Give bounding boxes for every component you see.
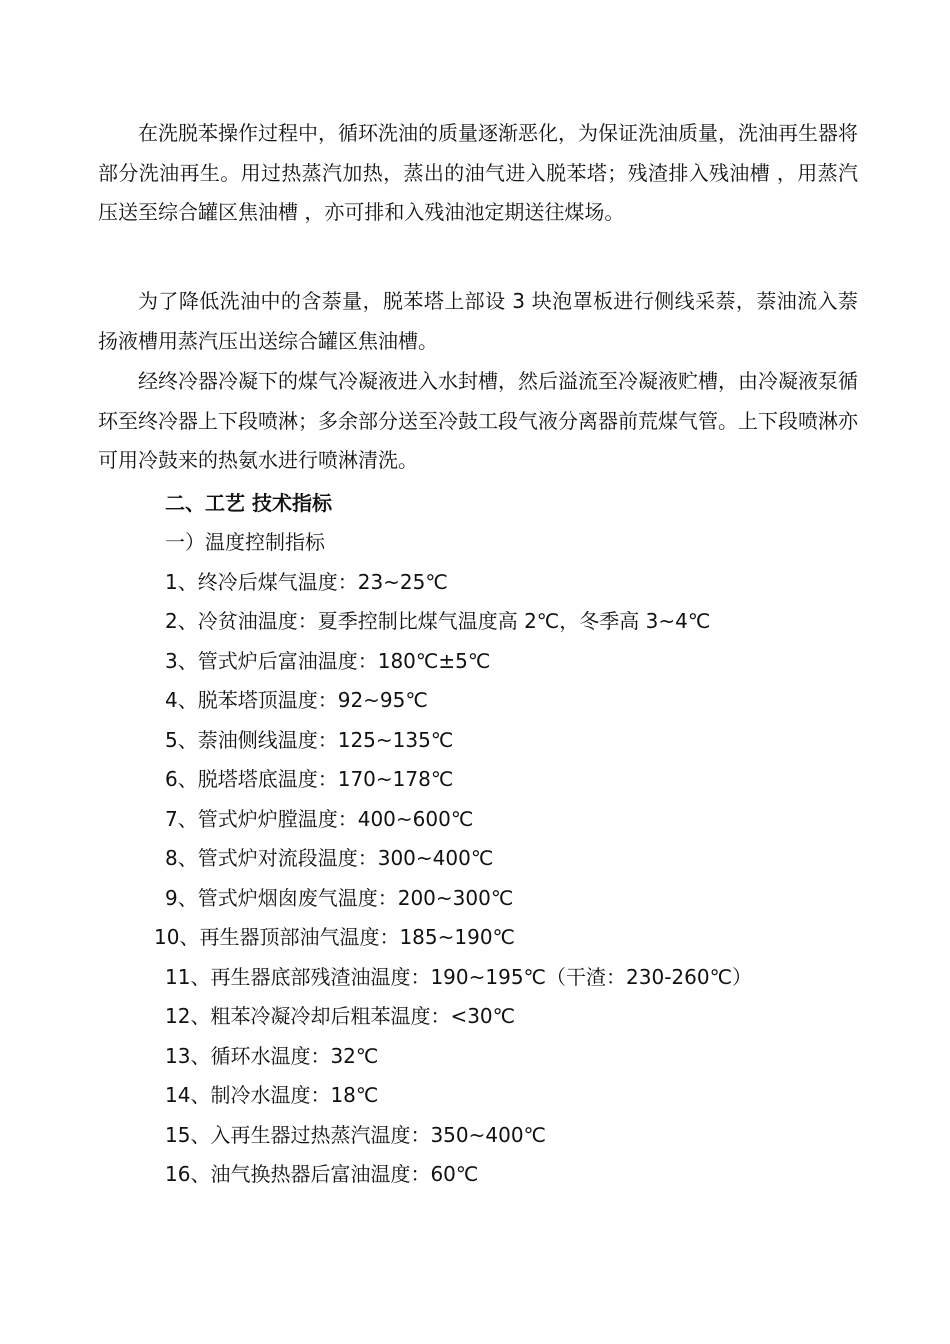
list-item: 1、终冷后煤气温度：23~25℃ [165,570,448,594]
paragraph-wash-oil-regeneration: 在洗脱苯操作过程中，循环洗油的质量逐渐恶化，为保证洗油质量，洗油再生器将部分洗油再生。用过热蒸汽加热，蒸出的油气进入脱苯塔；残渣排入残油槽 ，用蒸汽压送至综合罐区焦油槽 ，亦可排和入残油池定期送往煤场。 [98,121,858,224]
paragraph-condensate-circulation: 经终冷器冷凝下的煤气冷凝液进入水封槽，然后溢流至冷凝液贮槽，由冷凝液泵循环至终冷器上下段喷淋；多余部分送至冷鼓工段气液分离器前荒煤气管。上下段喷淋亦可用冷鼓来的热氨水进行喷淋清洗。 [98,369,858,472]
list-item: 4、脱苯塔顶温度：92~95℃ [165,688,428,712]
list-item: 12、粗苯冷凝冷却后粗苯温度：<30℃ [165,1004,516,1028]
subsection-heading: 一）温度控制指标 [165,530,325,554]
paragraph-naphthalene-removal: 为了降低洗油中的含萘量，脱苯塔上部设 3 块泡罩板进行侧线采萘，萘油流入萘扬液槽用蒸汽压出送综合罐区焦油槽。 [98,289,858,353]
list-item: 5、萘油侧线温度：125~135℃ [165,728,454,752]
list-item: 8、管式炉对流段温度：300~400℃ [165,846,494,870]
list-item: 3、管式炉后富油温度：180℃±5℃ [165,649,491,673]
list-item: 10、再生器顶部油气温度：185~190℃ [154,925,516,949]
list-item: 2、冷贫油温度：夏季控制比煤气温度高 2℃，冬季高 3~4℃ [165,609,711,633]
list-item: 16、油气换热器后富油温度：60℃ [165,1162,479,1186]
list-item: 9、管式炉烟囱废气温度：200~300℃ [165,886,514,910]
list-item: 13、循环水温度：32℃ [165,1044,379,1068]
list-item: 11、再生器底部残渣油温度：190~195℃（干渣：230-260℃） [165,965,753,989]
list-item: 15、入再生器过热蒸汽温度：350~400℃ [165,1123,547,1147]
list-item: 7、管式炉炉膛温度：400~600℃ [165,807,474,831]
list-item: 6、脱塔塔底温度：170~178℃ [165,767,454,791]
list-item: 14、制冷水温度：18℃ [165,1083,379,1107]
section-heading: 二、工艺 技术指标 [165,491,332,515]
